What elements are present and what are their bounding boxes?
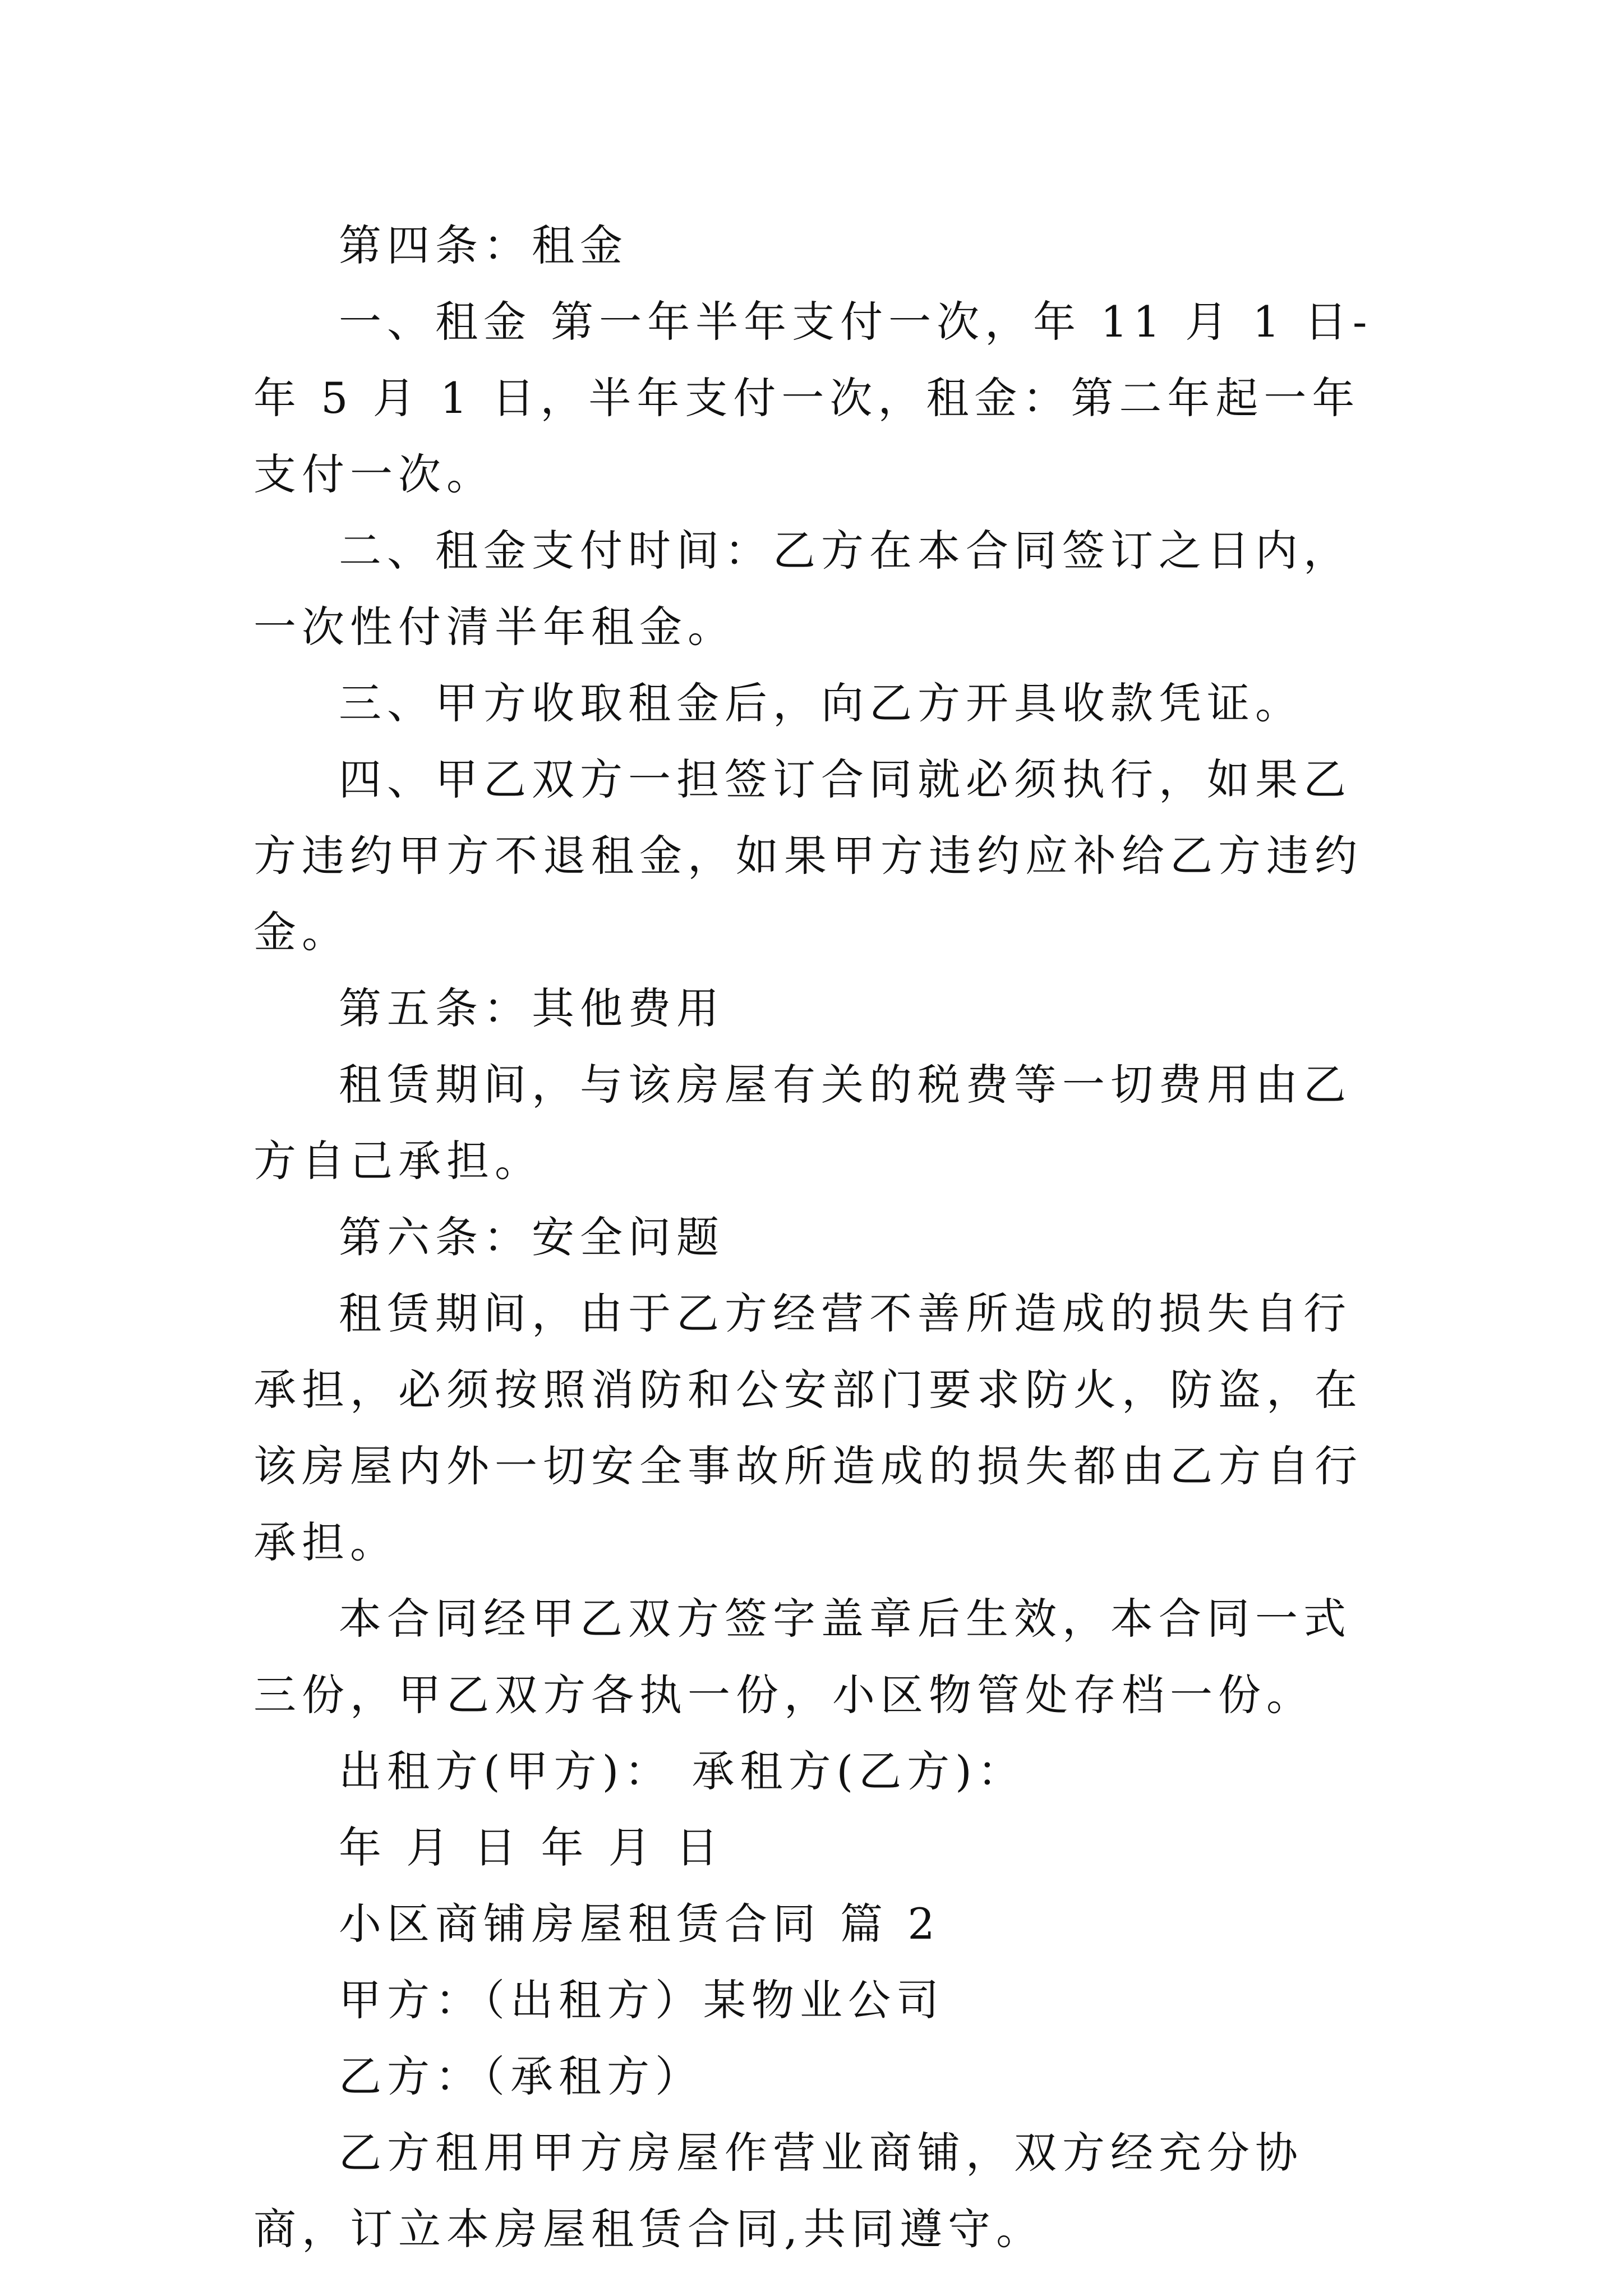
other-fees-clause: 租赁期间，与该房屋有关的税费等一切费用由乙方自己承担。 bbox=[253, 1060, 1352, 1186]
article-5-heading: 第五条：其他费用 bbox=[339, 983, 725, 1033]
document-body bbox=[253, 208, 1375, 2267]
party-b-line: 乙方：（承租方） bbox=[339, 2051, 703, 2101]
article-4-heading: 第四条：租金 bbox=[339, 220, 628, 270]
effectiveness-clause: 本合同经甲乙双方签字盖章后生效，本合同一式三份，甲乙双方各执一份，小区物管处存档一份。 bbox=[253, 1594, 1352, 1720]
article-6-heading: 第六条：安全问题 bbox=[339, 1212, 725, 1262]
contract-2-intro: 乙方租用甲方房屋作营业商铺，双方经充分协商，订立本房屋租赁合同,共同遵守。 bbox=[253, 2128, 1303, 2254]
signature-date-line: 年 月 日 年 月 日 bbox=[339, 1823, 724, 1872]
rent-clause-3: 三、甲方收取租金后，向乙方开具收款凭证。 bbox=[339, 678, 1303, 728]
party-a-line: 甲方：（出租方）某物业公司 bbox=[339, 1975, 944, 2025]
signature-parties-line: 出租方(甲方)： 承租方(乙方)： bbox=[339, 1746, 1026, 1796]
rent-clause-4: 四、甲乙双方一担签订合同就必须执行，如果乙方违约甲方不退租金，如果甲方违约应补给乙方违约金。 bbox=[253, 754, 1363, 957]
rent-clause-2: 二、租金支付时间：乙方在本合同签订之日内，一次性付清半年租金。 bbox=[253, 526, 1352, 652]
safety-clause: 租赁期间，由于乙方经营不善所造成的损失自行承担，必须按照消防和公安部门要求防火，防盗，在该房屋内外一切安全事故所造成的损失都由乙方自行承担。 bbox=[253, 1289, 1363, 1567]
contract-2-title: 小区商铺房屋租赁合同 篇 2 bbox=[339, 1899, 940, 1949]
rent-clause-1: 一、租金 第一年半年支付一次，年 11 月 1 日-年 5 月 1 日，半年支付一次，租金：第二年起一年支付一次。 bbox=[253, 297, 1373, 499]
